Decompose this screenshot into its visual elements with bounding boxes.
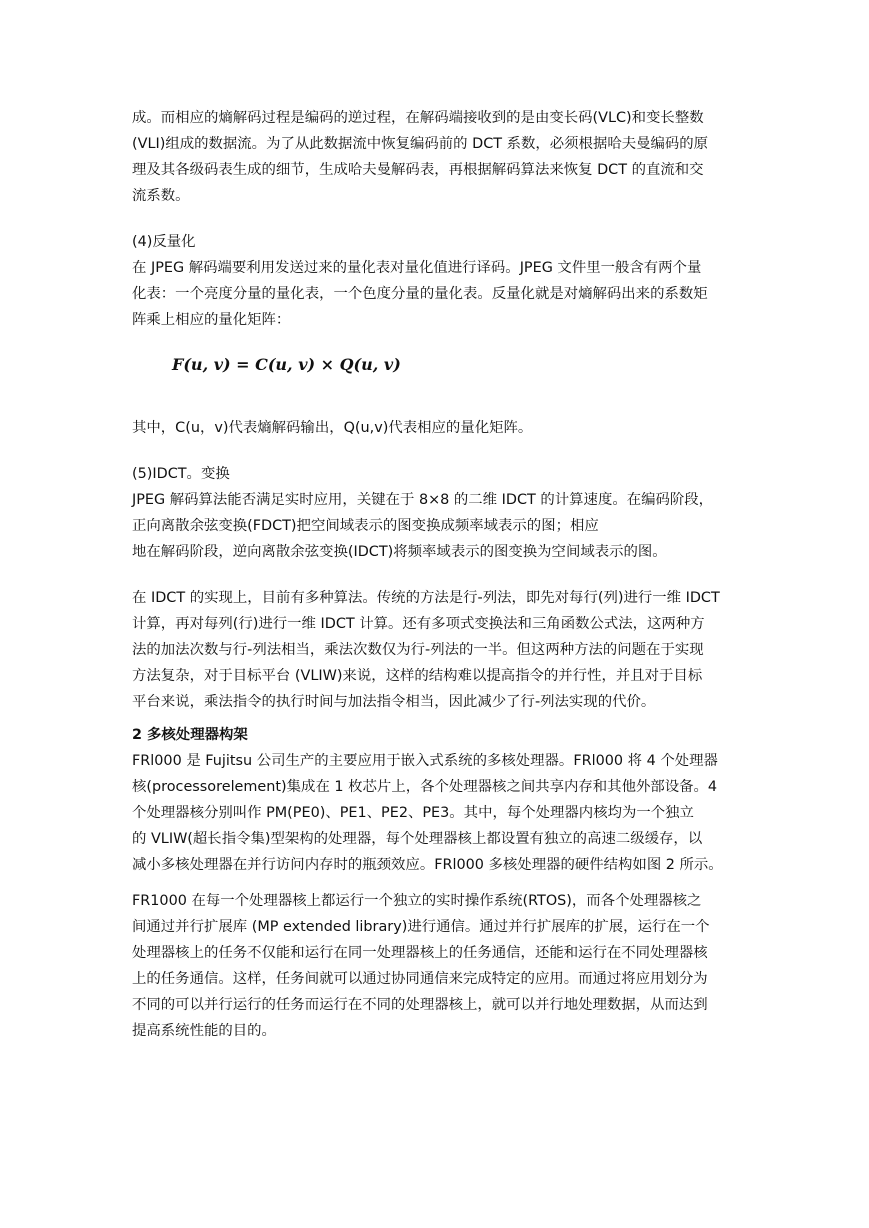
section-heading-dequantization: (4)反量化	[132, 234, 196, 250]
paragraph-line: 在 JPEG 解码端要利用发送过来的量化表对量化值进行译码。JPEG 文件里一般含有两个量	[132, 260, 702, 276]
paragraph-line: 流系数。	[132, 188, 190, 204]
paragraph-line: 地在解码阶段，逆向离散余弦变换(IDCT)将频率域表示的图变换为空间域表示的图。	[132, 544, 667, 560]
paragraph-line: 个处理器核分别叫作 PM(PE0)、PE1、PE2、PE3。其中，每个处理器内核均为一个独立	[132, 805, 694, 821]
paragraph-line: 平台来说，乘法指令的执行时间与加法指令相当，因此减少了行-列法实现的代价。	[132, 694, 656, 710]
paragraph-line: 成。而相应的熵解码过程是编码的逆过程，在解码端接收到的是由变长码(VLC)和变长整数	[132, 110, 704, 126]
paragraph-line: 不同的可以并行运行的任务而运行在不同的处理器核上，就可以并行地处理数据，从而达到	[132, 997, 708, 1013]
paragraph-line: 提高系统性能的目的。	[132, 1023, 276, 1039]
dequantization-formula: F(u, v) = C(u, v) × Q(u, v)	[172, 355, 401, 374]
paragraph-line: 理及其各级码表生成的细节，生成哈夫曼解码表，再根据解码算法来恢复 DCT 的直流和交	[132, 162, 704, 178]
paragraph-line: FR1000 在每一个处理器核上都运行一个独立的实时操作系统(RTOS)，而各个处理器核之	[132, 893, 702, 909]
paragraph-line: 核(processorelement)集成在 1 枚芯片上，各个处理器核之间共享内存和其他外部设备。4	[132, 779, 718, 795]
paragraph-line: 化表：一个亮度分量的量化表，一个色度分量的量化表。反量化就是对熵解码出来的系数矩	[132, 286, 708, 302]
paragraph-line: JPEG 解码算法能否满足实时应用，关键在于 8×8 的二维 IDCT 的计算速度。在编码阶段，	[132, 492, 714, 508]
paragraph-line: 在 IDCT 的实现上，目前有多种算法。传统的方法是行-列法，即先对每行(列)进行一维 IDCT	[132, 590, 720, 606]
paragraph-line: 减小多核处理器在并行访问内存时的瓶颈效应。FRl000 多核处理器的硬件结构如图 2 所示。	[132, 857, 723, 873]
section-heading-idct: (5)IDCT。变换	[132, 466, 230, 482]
paragraph-line: 其中，C(u，v)代表熵解码输出，Q(u,v)代表相应的量化矩阵。	[132, 420, 533, 436]
paragraph-line: 正向离散余弦变换(FDCT)把空间域表示的图变换成频率域表示的图；相应	[132, 518, 599, 534]
section-heading-multicore: 2 多核处理器构架	[132, 727, 248, 743]
paragraph-line: (VLI)组成的数据流。为了从此数据流中恢复编码前的 DCT 系数，必须根据哈夫曼编码的原	[132, 136, 709, 152]
paragraph-line: 间通过并行扩展库 (MP extended library)进行通信。通过并行扩展库的扩展，运行在一个	[132, 919, 710, 935]
paragraph-line: 计算，再对每列(行)进行一维 IDCT 计算。还有多项式变换法和三角函数公式法，这两种方	[132, 616, 705, 632]
paragraph-line: 法的加法次数与行-列法相当，乘法次数仅为行-列法的一半。但这两种方法的问题在于实现	[132, 642, 704, 658]
paragraph-line: 上的任务通信。这样，任务间就可以通过协同通信来完成特定的应用。而通过将应用划分为	[132, 971, 708, 987]
paragraph-line: 阵乘上相应的量化矩阵：	[132, 312, 291, 328]
paragraph-line: 方法复杂，对于目标平台 (VLIW)来说，这样的结构难以提高指令的并行性，并且对于目标	[132, 668, 703, 684]
paragraph-line: 处理器核上的任务不仅能和运行在同一处理器核上的任务通信，还能和运行在不同处理器核	[132, 945, 708, 961]
paragraph-line: 的 VLIW(超长指令集)型架构的处理器，每个处理器核上都设置有独立的高速二级缓存，以	[132, 831, 703, 847]
paragraph-line: FRl000 是 Fujitsu 公司生产的主要应用于嵌入式系统的多核处理器。FRl000 将 4 个处理器	[132, 753, 718, 769]
